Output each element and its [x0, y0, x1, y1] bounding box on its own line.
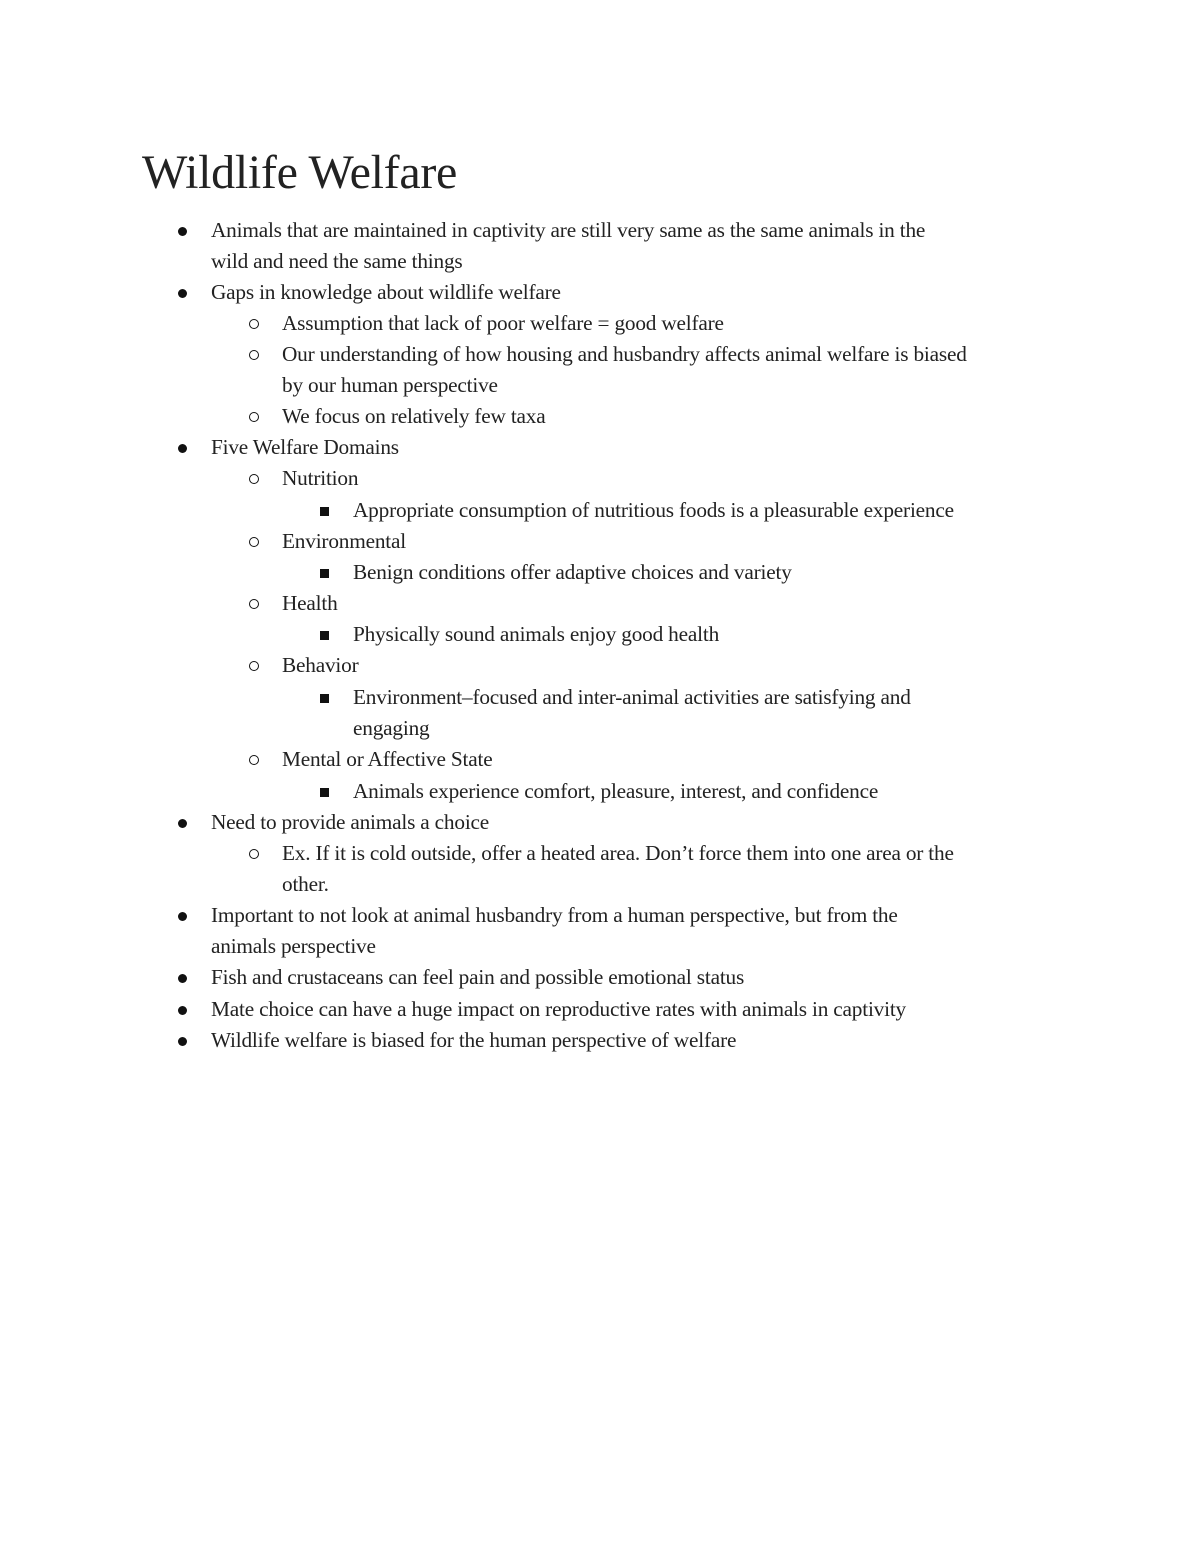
list-item-level-1: Animals that are maintained in captivity are still very same as the same animals in the: [211, 218, 926, 242]
list-item-continuation: other.: [282, 872, 329, 896]
list-item-level-1: Gaps in knowledge about wildlife welfare: [211, 280, 561, 304]
bullet-square-icon: [320, 788, 329, 797]
list-item-level-1: Mate choice can have a huge impact on reproductive rates with animals in captivity: [211, 997, 907, 1021]
bullet-circle-icon: [249, 755, 259, 765]
bullet-disc-icon: [178, 1006, 187, 1015]
bullet-circle-icon: [249, 319, 259, 329]
list-item-level-2: Mental or Affective State: [282, 747, 493, 771]
bullet-square-icon: [320, 507, 329, 516]
list-item-continuation: wild and need the same things: [211, 249, 463, 273]
bullet-circle-icon: [249, 599, 259, 609]
bullet-disc-icon: [178, 444, 187, 453]
list-item-level-2: Behavior: [282, 653, 359, 677]
list-item-level-3: Physically sound animals enjoy good health: [353, 622, 720, 646]
bullet-disc-icon: [178, 974, 187, 983]
list-item-level-3: Animals experience comfort, pleasure, interest, and confidence: [353, 779, 879, 803]
page-title: Wildlife Welfare: [142, 146, 458, 199]
bullet-disc-icon: [178, 912, 187, 921]
list-item-level-2: Ex. If it is cold outside, offer a heated area. Don’t force them into one area or the: [282, 841, 954, 865]
bullet-disc-icon: [178, 227, 187, 236]
bullet-disc-icon: [178, 819, 187, 828]
bullet-square-icon: [320, 631, 329, 640]
bullet-square-icon: [320, 569, 329, 578]
bullet-circle-icon: [249, 474, 259, 484]
list-item-level-1: Five Welfare Domains: [211, 435, 399, 459]
bullet-circle-icon: [249, 661, 259, 671]
list-item-level-3: Environment–focused and inter-animal activities are satisfying and: [353, 685, 911, 709]
list-item-continuation: animals perspective: [211, 934, 376, 958]
list-item-level-1: Fish and crustaceans can feel pain and possible emotional status: [211, 965, 745, 989]
list-item-level-1: Important to not look at animal husbandry from a human perspective, but from the: [211, 903, 898, 927]
list-item-level-2: Environmental: [282, 529, 406, 553]
bullet-disc-icon: [178, 289, 187, 298]
list-item-continuation: engaging: [353, 716, 430, 740]
list-item-level-1: Need to provide animals a choice: [211, 810, 490, 834]
list-item-level-2: Assumption that lack of poor welfare = good welfare: [282, 311, 724, 335]
list-item-level-2: Health: [282, 591, 338, 615]
bullet-square-icon: [320, 694, 329, 703]
bullet-disc-icon: [178, 1037, 187, 1046]
bullet-circle-icon: [249, 412, 259, 422]
list-item-continuation: by our human perspective: [282, 373, 498, 397]
list-item-level-2: We focus on relatively few taxa: [282, 404, 546, 428]
bullet-circle-icon: [249, 849, 259, 859]
list-item-level-3: Benign conditions offer adaptive choices and variety: [353, 560, 792, 584]
list-item-level-3: Appropriate consumption of nutritious foods is a pleasurable experience: [353, 498, 954, 522]
bullet-circle-icon: [249, 350, 259, 360]
list-item-level-2: Nutrition: [282, 466, 359, 490]
list-item-level-1: Wildlife welfare is biased for the human perspective of welfare: [211, 1028, 737, 1052]
bullet-circle-icon: [249, 537, 259, 547]
list-item-level-2: Our understanding of how housing and husbandry affects animal welfare is biased: [282, 342, 967, 366]
